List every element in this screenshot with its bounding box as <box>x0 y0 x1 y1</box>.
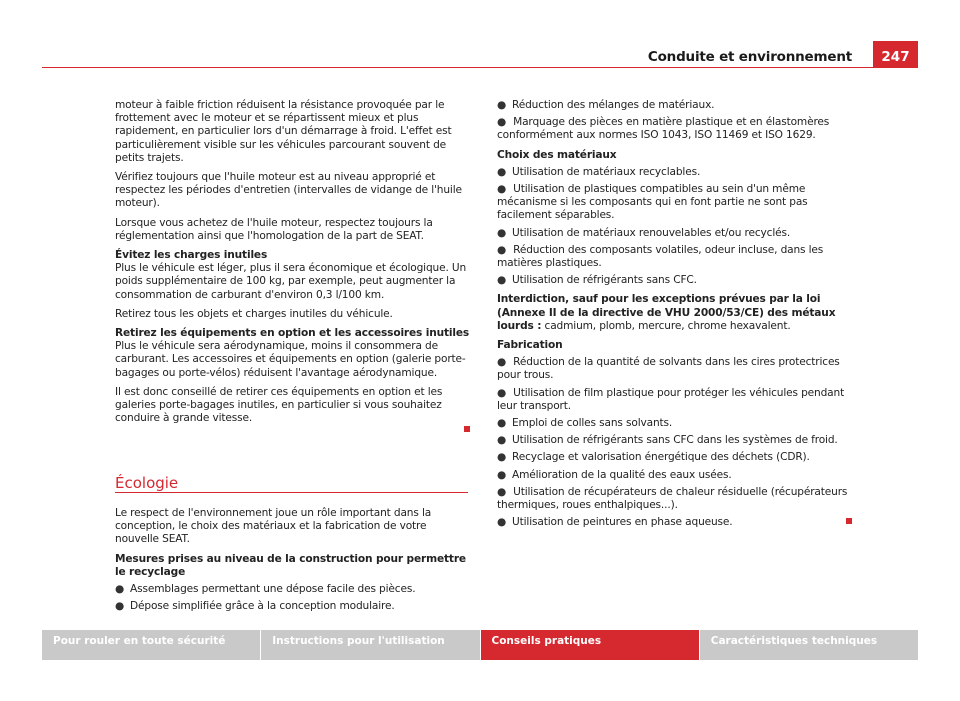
bullet-icon: ● <box>497 99 507 111</box>
bullet-icon: ● <box>497 116 507 129</box>
list-item: ● Utilisation de récupérateurs de chaleur résiduelle (récupérateurs thermiques, roues enthalpiques...). <box>497 485 848 512</box>
section-title: Écologie <box>115 474 179 492</box>
list-item: ● Amélioration de la qualité des eaux usées. <box>497 468 732 481</box>
bullet-icon: ● <box>497 434 507 447</box>
paragraph: Plus le véhicule sera aérodynamique, moins il consommera de carburant. Les accessoires et équipements en option (galerie porte-bagages ou porte-vélos) réduisent l'avantage aérodynamique. <box>115 340 466 379</box>
tab-technical-specs[interactable]: Caractéristiques techniques <box>700 630 918 660</box>
bold-lead: Interdiction, sauf pour les exceptions prévues par la loi (Annexe II de la directive de VHU 2000/53/CE) des métaux lourds : <box>497 293 836 332</box>
bullet-icon: ● <box>497 274 507 287</box>
list-item: ● Emploi de colles sans solvants. <box>497 417 673 430</box>
paragraph-rest: cadmium, plomb, mercure, chrome hexavalent. <box>541 319 791 332</box>
bullet-icon: ● <box>497 386 507 399</box>
paragraph <box>497 293 853 333</box>
tab-instructions[interactable]: Instructions pour l'utilisation <box>261 630 479 660</box>
chapter-title: Conduite et environnement <box>647 49 852 65</box>
paragraph: Retirez tous les objets et charges inutiles du véhicule. <box>115 307 393 320</box>
header-divider <box>42 67 873 68</box>
list-item: ● Utilisation de matériaux recyclables. <box>497 165 701 178</box>
list-item: ● Utilisation de matériaux renouvelables et/ou recyclés. <box>497 226 791 239</box>
bullet-icon: ● <box>497 183 507 196</box>
bullet-icon: ● <box>115 600 125 613</box>
section-end-marker <box>464 426 470 432</box>
section-divider <box>115 492 468 493</box>
list-item: ● Réduction des mélanges de matériaux. <box>497 99 715 111</box>
bullet-icon: ● <box>497 451 507 464</box>
page-number: 247 <box>873 41 918 68</box>
bullet-icon: ● <box>115 583 125 596</box>
left-column <box>115 99 471 431</box>
list-item: ● Réduction des composants volatiles, odeur incluse, dans les matières plastiques. <box>497 243 824 270</box>
bullet-icon: ● <box>497 516 507 529</box>
list-item: ● Utilisation de plastiques compatibles au sein d'un même mécanisme si les composants qui en font partie ne sont pas facilement séparables. <box>497 183 808 222</box>
list-item: ● Recyclage et valorisation énergétique des déchets (CDR). <box>497 451 810 464</box>
bullet-icon: ● <box>497 468 507 481</box>
right-column <box>497 99 853 533</box>
subheading: Choix des matériaux <box>497 148 617 161</box>
paragraph: Le respect de l'environnement joue un rôle important dans la conception, le choix des matériaux et la fabrication de votre nouvelle SEAT. <box>115 507 432 546</box>
bullet-icon: ● <box>497 356 507 369</box>
left-column-ecology <box>115 507 471 617</box>
paragraph: Plus le véhicule est léger, plus il sera économique et écologique. Un poids supplémentaire de 100 kg, par exemple, peut augmenter la consommation de carburant d'environ 0,3 l/100 km. <box>115 262 467 301</box>
paragraph: Vérifiez toujours que l'huile moteur est au niveau approprié et respectez les périodes d'entretien (intervalles de vidange de l'huile moteur). <box>115 171 462 210</box>
paragraph: Il est donc conseillé de retirer ces équipements en option et les galeries porte-bagages inutiles, en particulier si vous souhaitez conduire à grande vitesse. <box>115 385 443 425</box>
bullet-icon: ● <box>497 226 507 239</box>
list-item: ● Utilisation de réfrigérants sans CFC dans les systèmes de froid. <box>497 434 838 447</box>
subheading: Mesures prises au niveau de la construction pour permettre le recyclage <box>115 552 466 578</box>
list-item: ● Marquage des pièces en matière plastique et en élastomères conformément aux normes ISO 1043, ISO 11469 et ISO 1629. <box>497 116 830 142</box>
list-item: ● Utilisation de peintures en phase aqueuse. <box>497 516 733 529</box>
tab-safety[interactable]: Pour rouler en toute sécurité <box>42 630 260 660</box>
paragraph: moteur à faible friction réduisent la résistance provoquée par le frottement avec le moteur et se répartissent mieux et plus rapidement, en particulier lors d'un démarrage à froid. L'effet est particulièrement visible sur les véhicules parcourant souvent de petits trajets. <box>115 99 452 164</box>
tab-practical-tips[interactable]: Conseils pratiques <box>481 630 699 660</box>
subheading: Fabrication <box>497 339 563 352</box>
list-item: ● Réduction de la quantité de solvants dans les cires protectrices pour trous. <box>497 356 840 382</box>
section-end-marker <box>846 518 852 524</box>
list-item: ● Utilisation de réfrigérants sans CFC. <box>497 274 697 287</box>
paragraph: Lorsque vous achetez de l'huile moteur, respectez toujours la réglementation ainsi que l'homologation de la part de SEAT. <box>115 216 433 242</box>
bullet-icon: ● <box>497 485 507 498</box>
footer-nav <box>42 630 918 660</box>
subheading: Évitez les charges inutiles <box>115 249 268 262</box>
bullet-icon: ● <box>497 165 507 178</box>
bullet-icon: ● <box>497 243 507 256</box>
list-item: ● Assemblages permettant une dépose facile des pièces. <box>115 583 416 596</box>
subheading: Retirez les équipements en option et les accessoires inutiles <box>115 327 470 340</box>
list-item: ● Utilisation de film plastique pour protéger les véhicules pendant leur transport. <box>497 386 845 412</box>
bullet-icon: ● <box>497 417 507 430</box>
list-item: ● Dépose simplifiée grâce à la conception modulaire. <box>115 600 395 613</box>
